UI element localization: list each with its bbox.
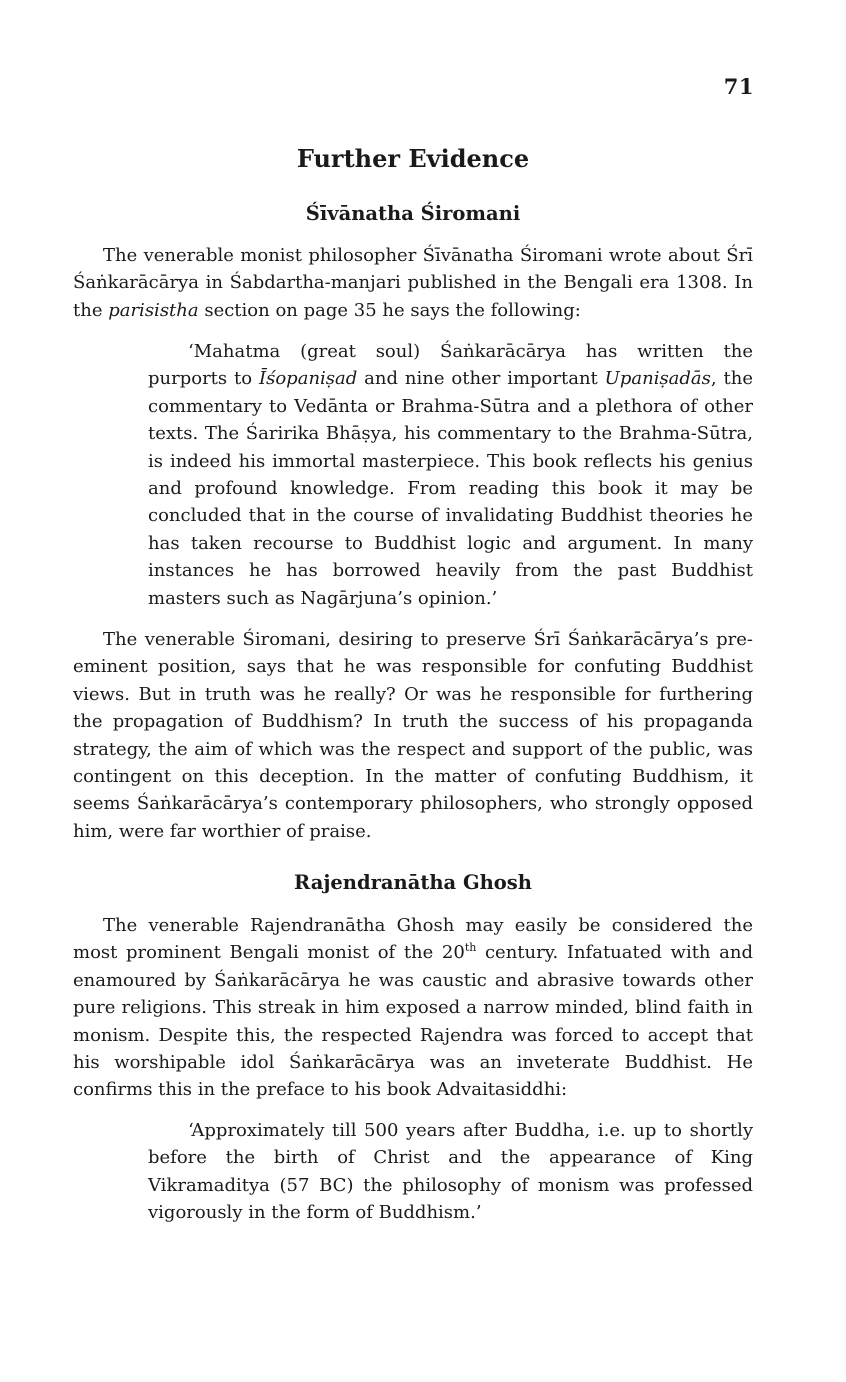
text-run: and nine other important xyxy=(357,368,605,390)
body-paragraph-rajendranatha xyxy=(73,912,753,1104)
text-run: The venerable monist philosopher Śīvānatha Śiromani wrote about Śrī Śaṅkarācārya in Śabdartha-manjari published in the Bengali era 1308. In the xyxy=(73,245,753,321)
page-number: 71 xyxy=(723,74,754,99)
italic-term: Īśopaniṣad xyxy=(259,368,358,390)
block-quote-sivanatha xyxy=(148,338,753,612)
section-heading-rajendranatha: Rajendranātha Ghosh xyxy=(294,871,532,894)
section-heading-sivanatha: Śīvānatha Śiromani xyxy=(305,202,521,225)
text-run: ‘Mahatma (great soul) Śaṅkarācārya has written the purports to xyxy=(148,341,753,390)
body-paragraph-siromani-analysis: The venerable Śiromani, desiring to preserve Śrī Śaṅkarācārya’s pre-eminent position, says that he was responsible for confuting Buddhist views. But in truth was he really? Or was he responsible for furthering the propagation of Buddhism? In truth the success of his propaganda strategy, the aim of which was the respect and support of the public, was contingent on this deception. In the matter of confuting Buddhism, it seems Śaṅkarācārya’s contemporary philosophers, who strongly opposed him, were far worthier of praise. xyxy=(73,629,753,842)
body-paragraph-sivanatha-intro xyxy=(73,242,753,324)
text-run: century. Infatuated with and enamoured by Śaṅkarācārya he was caustic and abrasive towards other pure religions. This streak in him exposed a narrow minded, blind faith in monism. Despite this, the respected Rajendra was forced to accept that his worshipable idol Śaṅkarācārya was an inveterate Buddhist. He confirms this in the preface to his book Advaitasiddhi: xyxy=(73,942,753,1101)
text-run: The venerable Rajendranātha Ghosh may easily be considered the most prominent Bengali monist of the 20 xyxy=(73,915,753,964)
block-quote-rajendranatha: ‘Approximately till 500 years after Buddha, i.e. up to shortly before the birth of Christ and the appearance of King Vikramaditya (57 BC) the philosophy of monism was professed vigorously in the form of Buddhism.’ xyxy=(148,1120,753,1224)
superscript: th xyxy=(464,941,477,955)
text-run: , the commentary to Vedānta or Brahma-Sūtra and a plethora of other texts. The Śaririka Bhāṣya, his commentary to the Brahma-Sūtra, is indeed his immortal masterpiece. This book reflects his genius and profound knowledge. From reading this book it may be concluded that in the course of invalidating Buddhist theories he has taken recourse to Buddhist logic and argument. In many instances he has borrowed heavily from the past Buddhist masters such as Nagārjuna’s opinion.’ xyxy=(148,368,753,609)
chapter-title: Further Evidence xyxy=(296,144,530,173)
italic-term: Upaniṣadās xyxy=(604,368,711,390)
text-run: section on page 35 he says the following: xyxy=(198,299,581,321)
italic-term: parisistha xyxy=(108,299,199,321)
